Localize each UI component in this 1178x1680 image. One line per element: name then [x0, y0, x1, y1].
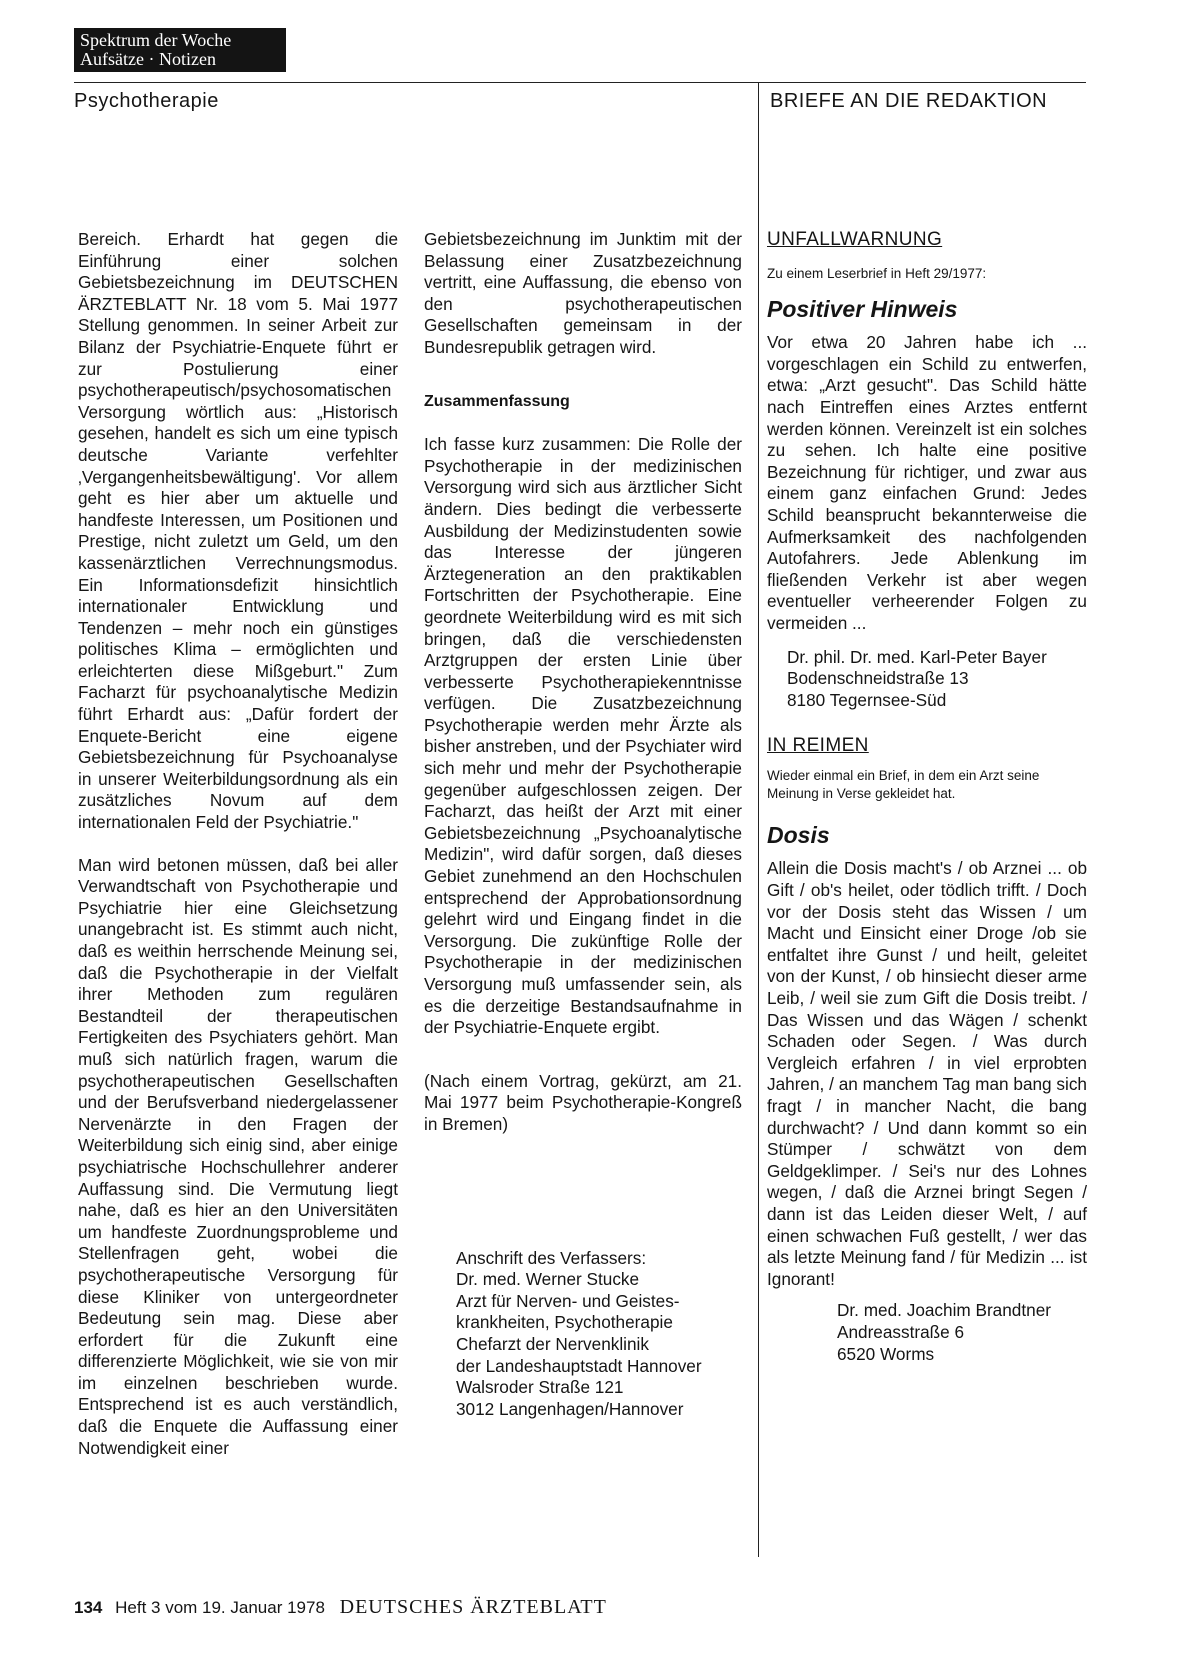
badge-line-2: Aufsätze · Notizen	[80, 49, 216, 69]
article-column-1	[78, 229, 398, 1459]
signature-line: 8180 Tegernsee-Süd	[787, 689, 947, 710]
badge-line-1: Spektrum der Woche	[80, 30, 232, 50]
letter-lead: Zu einem Leserbrief in Heft 29/1977:	[767, 265, 987, 281]
address-line: 3012 Langenhagen/Hannover	[456, 1398, 684, 1419]
section-badge	[74, 28, 286, 72]
column-divider	[758, 82, 759, 1557]
article-source-note: (Nach einem Vortrag, gekürzt, am 21. Mai 1977 beim Psychotherapie-Kongreß in Bremen)	[424, 1070, 742, 1134]
letter-body: Vor etwa 20 Jahren habe ich ... vorgeschlagen ein Schild zu entwerfen, etwa: „Arzt gesucht". Das Schild hätte nach Eintreffen eines Arztes entfernt werden können. Vereinzelt ist ein solches zu sehen. Ich halte eine positive Bezeichnung für richtiger, und zwar aus einem ganz einfachen Grund: Jedes Schild beansprucht bekannterweise die Aufmerksamkeit des nachfolgenden Autofahrers. Jede Ablenkung im fließenden Verkehr ist aber wegen eventueller verheerender Folgen zu vermeiden ...	[767, 332, 1087, 633]
article-paragraph: Bereich. Erhardt hat gegen die Einführung einer solchen Gebietsbezeichnung im DEUTSCHEN ÄRZTEBLATT Nr. 18 vom 5. Mai 1977 Stellung genommen. In seiner Arbeit zur Bilanz der Psychiatrie-Enquete führt er zur Postulierung einer psychotherapeutisch/psychosomatischen Versorgung wörtlich aus: „Historisch gesehen, handelt es sich um eine typisch deutsche Variante verfehlter ‚Vergangenheitsbewältigung'. Vor allem geht es hier aber um aktuelle und handfeste Interessen, um Positionen und Prestige, nicht zuletzt um Geld, um den kassenärztlichen Verrechnungsmodus. Ein Informationsdefizit hinsichtlich internationaler Entwicklung und Tendenzen – mehr noch ein günstiges politisches Klima – ermöglichten und erleichterten diese Mißgeburt." Zum Facharzt für psychoanalytische Medizin führt Erhardt aus: „Dafür fordert der Enquete-Bericht eine eigene Gebietsbezeichnung für Psychoanalyse in unserer Weiterbildungsordnung als ein zusätzliches Novum auf dem internationalen Feld der Psychiatrie."	[78, 229, 398, 833]
address-line: Chefarzt der Nervenklinik	[456, 1333, 649, 1354]
address-line: der Landeshauptstadt Hannover	[456, 1355, 702, 1376]
letter-headline: Positiver Hinweis	[767, 295, 958, 322]
page-footer	[74, 1596, 607, 1619]
section-title-briefe: BRIEFE AN DIE REDAKTION	[770, 90, 1048, 112]
signature-line: Dr. med. Joachim Brandtner	[837, 1300, 1051, 1321]
letter-headline: Dosis	[767, 821, 830, 848]
rubric-unfallwarnung: UNFALLWARNUNG	[767, 229, 943, 250]
signature-line: Bodenschneidstraße 13	[787, 668, 969, 689]
section-title-psychotherapie: Psychotherapie	[74, 90, 219, 112]
magazine-title: DEUTSCHES ÄRZTEBLATT	[339, 1596, 607, 1618]
author-address	[424, 1248, 742, 1421]
address-line: Walsroder Straße 121	[456, 1377, 624, 1398]
signature-line: Andreasstraße 6	[837, 1321, 965, 1342]
letter-signature	[767, 1300, 1087, 1365]
address-line: Dr. med. Werner Stucke	[456, 1269, 640, 1290]
article-paragraph: Ich fasse kurz zusammen: Die Rolle der Psychotherapie in der medizinischen Versorgung wird sich aus ärztlicher Sicht ändern. Dies bedingt die verbesserte Ausbildung der Medizinstudenten sowie das Interesse der jüngeren Ärztegeneration an den praktikablen Fortschritten der Psychotherapie. Eine geordnete Weiterbildung wird es mit sich bringen, daß die verschiedensten Arztgruppen der ersten Linie über verbesserte Psychotherapiekenntnisse verfügen. Die Zusatzbezeichnung Psychotherapie werden mehr Ärzte als bisher anstreben, und der Psychiater wird sich mehr und mehr der Psychotherapie gegenüber aufgeschlossen zeigen. Der Facharzt, das heißt der Arzt mit einer Gebietsbezeichnung „Psychoanalytische Medizin", wird dafür sorgen, daß dieses Gebiet zunehmend an den Hochschulen entsprechend der Approbationsordnung gelehrt wird und Eingang findet in die Versorgung. Die zukünftige Rolle der Psychotherapie in der medizinischen Versorgung muß umfassender sein, als es die derzeitige Bestandsaufnahme in der Psychiatrie-Enquete ergibt.	[424, 434, 742, 1038]
article-paragraph: Gebietsbezeichnung im Junktim mit der Belassung einer Zusatzbezeichnung vertritt, eine Auffassung, die ebenso von den psychotherapeutischen Gesellschaften gemeinsam in der Bundesrepublik getragen wird.	[424, 229, 742, 357]
signature-line: Dr. phil. Dr. med. Karl-Peter Bayer	[787, 646, 1047, 667]
letter-signature	[767, 647, 1087, 712]
letter-lead: Wieder einmal ein Brief, in dem ein Arzt seine Meinung in Verse gekleidet hat.	[767, 767, 1040, 801]
signature-line: 6520 Worms	[837, 1343, 935, 1364]
top-rule	[74, 82, 1086, 83]
page-number: 134	[74, 1598, 103, 1617]
article-paragraph: Man wird betonen müssen, daß bei aller Verwandtschaft von Psychotherapie und Psychiatrie hier eine Gleichsetzung unangebracht ist. Es stimmt auch nicht, daß es weithin herrschende Meinung sei, daß die Psychotherapie in der Vielfalt ihrer Methoden zum regulären Bestandteil der therapeutischen Fertigkeiten des Psychiaters gehört. Man muß sich natürlich fragen, warum die psychotherapeutischen Gesellschaften und der Berufsverband niedergelassener Nervenärzte in den Fragen der Weiterbildung sich einig sind, aber einige psychiatrische Hochschullehrer anderer Auffassung sind. Die Vermutung liegt nahe, daß es hier an den Universitäten um handfeste Zuordnungsprobleme und Stellenfragen geht, wobei die psychotherapeutische Versorgung für diese Kliniker von untergeordneter Bedeutung sein mag. Diese aber erfordert für die Zukunft eine differenzierte Möglichkeit, wie sie von mir im einzelnen beschrieben wurde. Entsprechend ist es auch verständlich, daß die Enquete die Auffassung einer Notwendigkeit einer	[78, 854, 398, 1458]
subheading-zusammenfassung: Zusammenfassung	[424, 392, 570, 410]
address-line: Anschrift des Verfassers:	[456, 1247, 647, 1268]
letters-column	[767, 229, 1087, 1365]
issue-info: Heft 3 vom 19. Januar 1978	[115, 1598, 325, 1617]
rubric-in-reimen: IN REIMEN	[767, 735, 869, 757]
address-line: Arzt für Nerven- und Geistes-	[456, 1290, 680, 1311]
letter-body: Allein die Dosis macht's / ob Arznei ... ob Gift / ob's heilet, oder tödlich trifft. / Doch vor der Dosis steht das Wissen / um Macht und Einsicht einer Droge /ob sie entfaltet ihre Gunst / und heilt, geleitet von der Kunst, / ob hinsiecht dieser arme Leib, / weil sie zum Gift die Dosis treibt. / Das Wissen und das Wägen / schenkt Schaden oder Segen. / Was durch Vergleich erfahren / in viel erprobten Jahren, / an manchem Tag man bang sich fragt / in mancher Nacht, die bang durchwacht? / Und dann kommt so ein Stümper / schwätzt von dem Geldgeklimper. / Sei's nur des Lohnes wegen, / daß die Arznei bringt Segen / dann ist das Leiden dieser Welt, / auf einen schwachen Fuß gestellt, / wer das als letzte Meinung fand / für Medizin ... ist Ignorant!	[767, 858, 1087, 1289]
address-line: krankheiten, Psychotherapie	[456, 1312, 673, 1333]
article-column-2	[424, 229, 742, 1420]
